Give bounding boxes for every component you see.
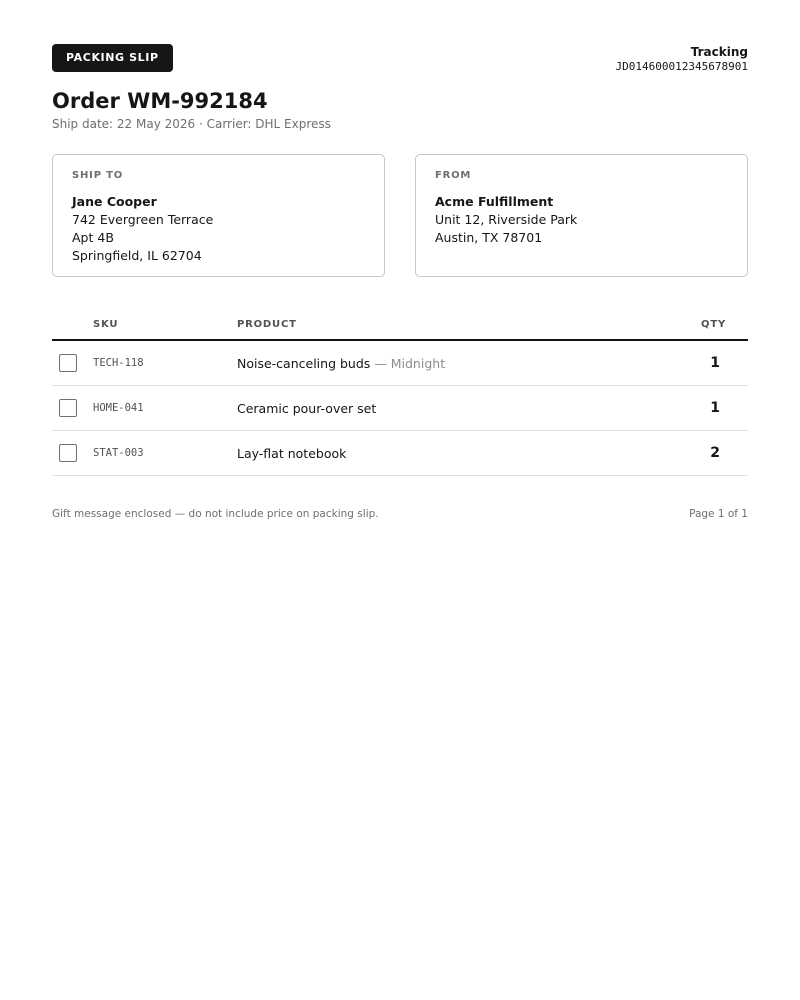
- product-variant: — Midnight: [370, 356, 446, 371]
- table-header: [52, 317, 748, 341]
- sku-column-header: SKU: [93, 319, 119, 330]
- tracking-block: [616, 44, 748, 74]
- packed-checkbox[interactable]: [59, 444, 77, 462]
- from-label: FROM: [435, 170, 472, 181]
- address-cards: [52, 154, 748, 277]
- slip-footer: [52, 507, 748, 521]
- from-address-line: Austin, TX 78701: [435, 230, 543, 245]
- page-number: Page 1 of 1: [689, 508, 748, 520]
- product-name: Ceramic pour-over set: [237, 401, 377, 416]
- packed-checkbox[interactable]: [59, 354, 77, 372]
- order-meta: Ship date: 22 May 2026 · Carrier: DHL Express: [52, 117, 331, 131]
- ship-to-card: [52, 154, 385, 277]
- packing-slip-badge: PACKING SLIP: [52, 44, 173, 72]
- from-name: Acme Fulfillment: [435, 194, 554, 209]
- packed-checkbox[interactable]: [59, 399, 77, 417]
- tracking-label: Tracking: [690, 45, 748, 59]
- slip-header: [52, 44, 748, 88]
- order-title: Order WM-992184: [52, 89, 268, 113]
- ship-to-name: Jane Cooper: [72, 194, 157, 209]
- sku-cell: STAT-003: [93, 447, 144, 459]
- sku-cell: TECH-118: [93, 357, 144, 369]
- from-address-line: Unit 12, Riverside Park: [435, 212, 578, 227]
- table-row: [52, 431, 748, 476]
- ship-to-address-line: Springfield, IL 62704: [72, 248, 202, 263]
- product-cell: [237, 446, 346, 462]
- ship-to-label: SHIP TO: [72, 170, 124, 181]
- product-name: Noise-canceling buds: [237, 356, 371, 371]
- tracking-number: JD014600012345678901: [615, 60, 748, 73]
- qty-cell: 2: [710, 445, 720, 461]
- qty-cell: 1: [710, 400, 720, 416]
- product-cell: [237, 356, 445, 372]
- product-name: Lay-flat notebook: [237, 446, 347, 461]
- items-table: [52, 317, 748, 476]
- sku-cell: HOME-041: [93, 402, 144, 414]
- product-column-header: PRODUCT: [237, 319, 297, 330]
- table-row: [52, 341, 748, 386]
- from-card: [415, 154, 748, 277]
- ship-to-address-line: Apt 4B: [72, 230, 114, 245]
- qty-cell: 1: [710, 355, 720, 371]
- qty-column-header: QTY: [701, 319, 726, 330]
- product-cell: [237, 401, 376, 417]
- packing-slip: [52, 44, 748, 521]
- table-row: [52, 386, 748, 431]
- ship-to-address-line: 742 Evergreen Terrace: [72, 212, 214, 227]
- footer-note: Gift message enclosed — do not include price on packing slip.: [52, 508, 379, 520]
